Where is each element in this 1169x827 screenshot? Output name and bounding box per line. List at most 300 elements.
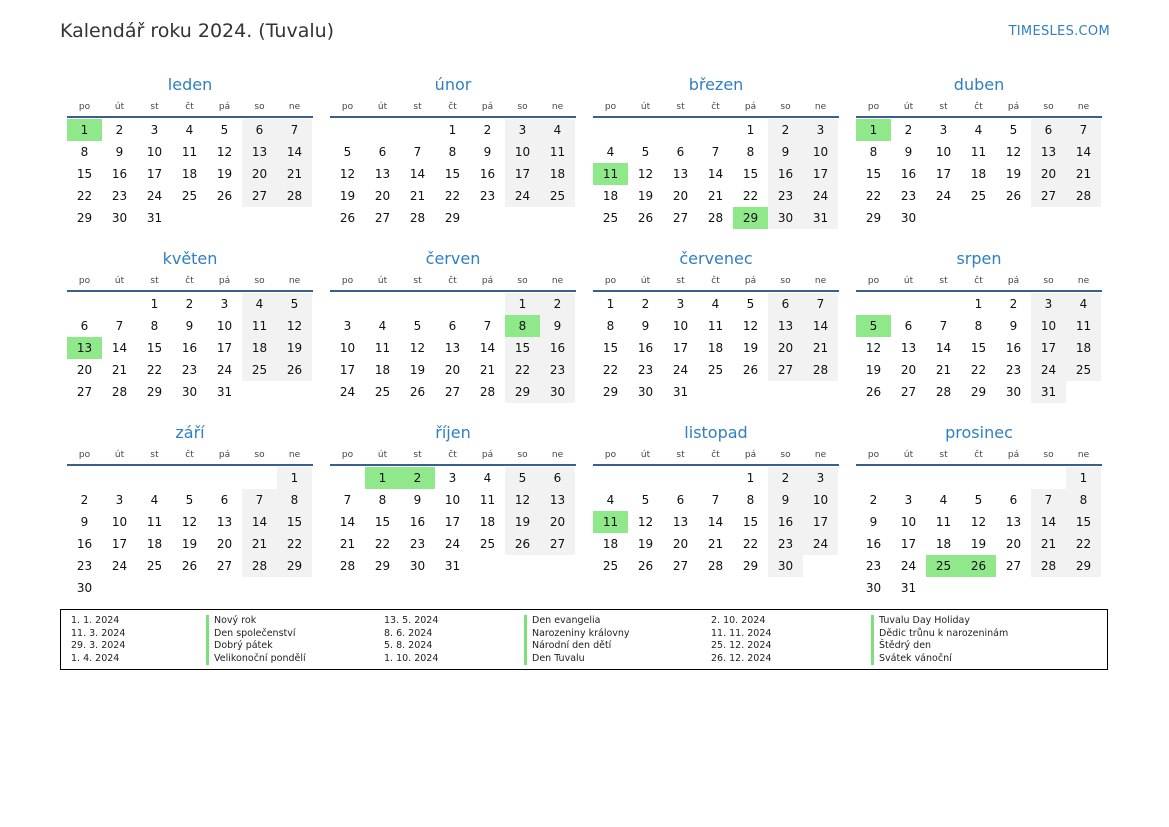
day-cell[interactable]: 29 — [970, 385, 987, 399]
day-cell[interactable]: 28 — [409, 211, 426, 225]
day-cell[interactable]: 26 — [277, 359, 312, 381]
day-cell[interactable]: 17 — [1031, 337, 1066, 359]
day-cell[interactable]: 1 — [277, 467, 312, 489]
day-cell[interactable]: 13 — [242, 141, 277, 163]
day-cell[interactable]: 18 — [242, 337, 277, 359]
day-cell[interactable]: 6 — [1009, 493, 1018, 507]
day-cell[interactable]: 1 — [448, 123, 457, 137]
day-cell[interactable]: 30 — [768, 555, 803, 577]
day-cell[interactable]: 30 — [865, 581, 882, 595]
day-cell[interactable]: 2 — [904, 123, 913, 137]
day-cell[interactable]: 11 — [935, 515, 952, 529]
day-cell[interactable]: 5 — [277, 293, 312, 315]
day-cell[interactable]: 14 — [242, 511, 277, 533]
day-cell[interactable]: 31 — [803, 207, 838, 229]
day-cell[interactable]: 29 — [76, 211, 93, 225]
day-cell[interactable]: 30 — [76, 581, 93, 595]
day-cell[interactable]: 14 — [803, 315, 838, 337]
day-cell[interactable]: 16 — [1005, 341, 1022, 355]
day-cell[interactable]: 19 — [637, 537, 654, 551]
day-cell[interactable]: 27 — [1031, 185, 1066, 207]
day-cell[interactable]: 1 — [974, 297, 983, 311]
day-cell[interactable]: 10 — [1031, 315, 1066, 337]
day-cell[interactable]: 1 — [746, 471, 755, 485]
day-cell[interactable]: 7 — [939, 319, 948, 333]
day-cell[interactable]: 11 — [970, 145, 987, 159]
day-cell[interactable]: 8 — [746, 145, 755, 159]
day-cell[interactable]: 8 — [150, 319, 159, 333]
day-cell[interactable]: 14 — [339, 515, 356, 529]
day-cell[interactable]: 8 — [378, 493, 387, 507]
day-cell[interactable]: 28 — [242, 555, 277, 577]
day-cell[interactable]: 15 — [505, 337, 540, 359]
day-cell[interactable]: 3 — [115, 493, 124, 507]
day-cell[interactable]: 6 — [676, 493, 685, 507]
day-cell[interactable]: 29 — [505, 381, 540, 403]
day-cell[interactable]: 20 — [900, 363, 917, 377]
day-cell[interactable]: 26 — [409, 385, 426, 399]
day-cell[interactable]: 4 — [242, 293, 277, 315]
day-cell[interactable]: 14 — [479, 341, 496, 355]
holiday-day-cell[interactable]: 2 — [400, 467, 435, 489]
day-cell[interactable]: 4 — [378, 319, 387, 333]
day-cell[interactable]: 12 — [339, 167, 356, 181]
day-cell[interactable]: 10 — [900, 515, 917, 529]
day-cell[interactable]: 28 — [479, 385, 496, 399]
day-cell[interactable]: 12 — [277, 315, 312, 337]
day-cell[interactable]: 6 — [540, 467, 575, 489]
day-cell[interactable]: 28 — [707, 211, 724, 225]
day-cell[interactable]: 29 — [1066, 555, 1101, 577]
day-cell[interactable]: 21 — [803, 337, 838, 359]
day-cell[interactable]: 24 — [672, 363, 689, 377]
day-cell[interactable]: 22 — [374, 537, 391, 551]
holiday-day-cell[interactable]: 29 — [733, 207, 768, 229]
day-cell[interactable]: 9 — [641, 319, 650, 333]
holiday-day-cell[interactable]: 1 — [856, 119, 891, 141]
day-cell[interactable]: 21 — [339, 537, 356, 551]
day-cell[interactable]: 13 — [768, 315, 803, 337]
day-cell[interactable]: 7 — [1031, 489, 1066, 511]
day-cell[interactable]: 23 — [865, 559, 882, 573]
brand-link[interactable]: TIMESLES.COM — [1008, 24, 1110, 39]
day-cell[interactable]: 4 — [540, 119, 575, 141]
day-cell[interactable]: 18 — [146, 537, 163, 551]
day-cell[interactable]: 25 — [181, 189, 198, 203]
day-cell[interactable]: 16 — [900, 167, 917, 181]
day-cell[interactable]: 19 — [181, 537, 198, 551]
day-cell[interactable]: 20 — [540, 511, 575, 533]
day-cell[interactable]: 30 — [181, 385, 198, 399]
day-cell[interactable]: 24 — [339, 385, 356, 399]
day-cell[interactable]: 28 — [339, 559, 356, 573]
day-cell[interactable]: 12 — [970, 515, 987, 529]
day-cell[interactable]: 24 — [146, 189, 163, 203]
day-cell[interactable]: 26 — [1005, 189, 1022, 203]
day-cell[interactable]: 5 — [746, 297, 755, 311]
day-cell[interactable]: 15 — [76, 167, 93, 181]
day-cell[interactable]: 12 — [865, 341, 882, 355]
holiday-day-cell[interactable]: 13 — [67, 337, 102, 359]
day-cell[interactable]: 10 — [935, 145, 952, 159]
day-cell[interactable]: 19 — [637, 189, 654, 203]
day-cell[interactable]: 8 — [606, 319, 615, 333]
day-cell[interactable]: 20 — [242, 163, 277, 185]
day-cell[interactable]: 22 — [865, 189, 882, 203]
day-cell[interactable]: 22 — [602, 363, 619, 377]
day-cell[interactable]: 25 — [540, 185, 575, 207]
day-cell[interactable]: 17 — [146, 167, 163, 181]
day-cell[interactable]: 7 — [711, 145, 720, 159]
day-cell[interactable]: 31 — [672, 385, 689, 399]
day-cell[interactable]: 26 — [637, 559, 654, 573]
day-cell[interactable]: 16 — [409, 515, 426, 529]
day-cell[interactable]: 24 — [1031, 359, 1066, 381]
day-cell[interactable]: 14 — [1031, 511, 1066, 533]
day-cell[interactable]: 12 — [742, 319, 759, 333]
day-cell[interactable]: 25 — [1066, 359, 1101, 381]
day-cell[interactable]: 21 — [409, 189, 426, 203]
day-cell[interactable]: 20 — [768, 337, 803, 359]
day-cell[interactable]: 11 — [242, 315, 277, 337]
day-cell[interactable]: 18 — [540, 163, 575, 185]
day-cell[interactable]: 16 — [111, 167, 128, 181]
day-cell[interactable]: 10 — [803, 141, 838, 163]
day-cell[interactable]: 8 — [80, 145, 89, 159]
day-cell[interactable]: 18 — [374, 363, 391, 377]
day-cell[interactable]: 22 — [970, 363, 987, 377]
day-cell[interactable]: 5 — [505, 467, 540, 489]
day-cell[interactable]: 24 — [900, 559, 917, 573]
day-cell[interactable]: 22 — [1066, 533, 1101, 555]
day-cell[interactable]: 3 — [803, 119, 838, 141]
day-cell[interactable]: 7 — [803, 293, 838, 315]
day-cell[interactable]: 19 — [277, 337, 312, 359]
day-cell[interactable]: 28 — [1031, 555, 1066, 577]
day-cell[interactable]: 15 — [865, 167, 882, 181]
day-cell[interactable]: 1 — [1066, 467, 1101, 489]
day-cell[interactable]: 27 — [1005, 559, 1022, 573]
day-cell[interactable]: 3 — [448, 471, 457, 485]
day-cell[interactable]: 12 — [216, 145, 233, 159]
day-cell[interactable]: 17 — [803, 163, 838, 185]
day-cell[interactable]: 5 — [641, 493, 650, 507]
day-cell[interactable]: 7 — [343, 493, 352, 507]
day-cell[interactable]: 3 — [1031, 293, 1066, 315]
day-cell[interactable]: 26 — [505, 533, 540, 555]
day-cell[interactable]: 9 — [115, 145, 124, 159]
day-cell[interactable]: 16 — [540, 337, 575, 359]
day-cell[interactable]: 30 — [768, 207, 803, 229]
day-cell[interactable]: 18 — [181, 167, 198, 181]
day-cell[interactable]: 30 — [409, 559, 426, 573]
day-cell[interactable]: 2 — [869, 493, 878, 507]
day-cell[interactable]: 8 — [974, 319, 983, 333]
day-cell[interactable]: 13 — [1031, 141, 1066, 163]
day-cell[interactable]: 4 — [185, 123, 194, 137]
day-cell[interactable]: 2 — [185, 297, 194, 311]
day-cell[interactable]: 20 — [444, 363, 461, 377]
day-cell[interactable]: 15 — [742, 515, 759, 529]
day-cell[interactable]: 20 — [374, 189, 391, 203]
day-cell[interactable]: 11 — [707, 319, 724, 333]
holiday-day-cell[interactable]: 25 — [926, 555, 961, 577]
day-cell[interactable]: 29 — [742, 559, 759, 573]
day-cell[interactable]: 13 — [216, 515, 233, 529]
day-cell[interactable]: 28 — [803, 359, 838, 381]
day-cell[interactable]: 4 — [974, 123, 983, 137]
day-cell[interactable]: 7 — [483, 319, 492, 333]
day-cell[interactable]: 8 — [869, 145, 878, 159]
day-cell[interactable]: 28 — [111, 385, 128, 399]
day-cell[interactable]: 19 — [742, 341, 759, 355]
day-cell[interactable]: 31 — [146, 211, 163, 225]
day-cell[interactable]: 2 — [80, 493, 89, 507]
day-cell[interactable]: 12 — [181, 515, 198, 529]
day-cell[interactable]: 30 — [1005, 385, 1022, 399]
day-cell[interactable]: 27 — [768, 359, 803, 381]
day-cell[interactable]: 13 — [540, 489, 575, 511]
day-cell[interactable]: 19 — [409, 363, 426, 377]
day-cell[interactable]: 15 — [277, 511, 312, 533]
day-cell[interactable]: 30 — [111, 211, 128, 225]
holiday-day-cell[interactable]: 5 — [856, 315, 891, 337]
day-cell[interactable]: 6 — [220, 493, 229, 507]
day-cell[interactable]: 6 — [676, 145, 685, 159]
day-cell[interactable]: 17 — [900, 537, 917, 551]
day-cell[interactable]: 5 — [974, 493, 983, 507]
day-cell[interactable]: 25 — [707, 363, 724, 377]
day-cell[interactable]: 23 — [768, 185, 803, 207]
day-cell[interactable]: 29 — [146, 385, 163, 399]
day-cell[interactable]: 10 — [672, 319, 689, 333]
day-cell[interactable]: 4 — [606, 493, 615, 507]
day-cell[interactable]: 2 — [768, 467, 803, 489]
day-cell[interactable]: 9 — [185, 319, 194, 333]
day-cell[interactable]: 4 — [606, 145, 615, 159]
day-cell[interactable]: 29 — [277, 555, 312, 577]
day-cell[interactable]: 9 — [1009, 319, 1018, 333]
day-cell[interactable]: 21 — [111, 363, 128, 377]
day-cell[interactable]: 18 — [602, 537, 619, 551]
day-cell[interactable]: 23 — [181, 363, 198, 377]
day-cell[interactable]: 20 — [216, 537, 233, 551]
day-cell[interactable]: 14 — [1066, 141, 1101, 163]
day-cell[interactable]: 25 — [146, 559, 163, 573]
day-cell[interactable]: 17 — [672, 341, 689, 355]
day-cell[interactable]: 26 — [216, 189, 233, 203]
day-cell[interactable]: 5 — [413, 319, 422, 333]
day-cell[interactable]: 13 — [672, 167, 689, 181]
day-cell[interactable]: 24 — [216, 363, 233, 377]
day-cell[interactable]: 5 — [185, 493, 194, 507]
day-cell[interactable]: 27 — [216, 559, 233, 573]
day-cell[interactable]: 6 — [80, 319, 89, 333]
day-cell[interactable]: 30 — [540, 381, 575, 403]
day-cell[interactable]: 26 — [339, 211, 356, 225]
day-cell[interactable]: 17 — [935, 167, 952, 181]
day-cell[interactable]: 25 — [479, 537, 496, 551]
day-cell[interactable]: 3 — [676, 297, 685, 311]
day-cell[interactable]: 7 — [115, 319, 124, 333]
day-cell[interactable]: 18 — [602, 189, 619, 203]
day-cell[interactable]: 12 — [637, 167, 654, 181]
day-cell[interactable]: 8 — [1066, 489, 1101, 511]
day-cell[interactable]: 22 — [76, 189, 93, 203]
day-cell[interactable]: 3 — [939, 123, 948, 137]
day-cell[interactable]: 1 — [505, 293, 540, 315]
day-cell[interactable]: 23 — [768, 533, 803, 555]
holiday-day-cell[interactable]: 8 — [505, 315, 540, 337]
day-cell[interactable]: 9 — [904, 145, 913, 159]
day-cell[interactable]: 31 — [216, 385, 233, 399]
day-cell[interactable]: 14 — [707, 515, 724, 529]
day-cell[interactable]: 7 — [1066, 119, 1101, 141]
day-cell[interactable]: 16 — [76, 537, 93, 551]
day-cell[interactable]: 17 — [803, 511, 838, 533]
day-cell[interactable]: 13 — [672, 515, 689, 529]
day-cell[interactable]: 19 — [865, 363, 882, 377]
day-cell[interactable]: 15 — [146, 341, 163, 355]
day-cell[interactable]: 13 — [1005, 515, 1022, 529]
day-cell[interactable]: 5 — [343, 145, 352, 159]
day-cell[interactable]: 19 — [1005, 167, 1022, 181]
day-cell[interactable]: 4 — [150, 493, 159, 507]
day-cell[interactable]: 19 — [505, 511, 540, 533]
day-cell[interactable]: 22 — [146, 363, 163, 377]
day-cell[interactable]: 27 — [672, 211, 689, 225]
day-cell[interactable]: 20 — [1031, 163, 1066, 185]
day-cell[interactable]: 6 — [768, 293, 803, 315]
day-cell[interactable]: 15 — [602, 341, 619, 355]
day-cell[interactable]: 12 — [1005, 145, 1022, 159]
day-cell[interactable]: 9 — [768, 141, 803, 163]
day-cell[interactable]: 14 — [935, 341, 952, 355]
day-cell[interactable]: 20 — [672, 537, 689, 551]
day-cell[interactable]: 13 — [900, 341, 917, 355]
day-cell[interactable]: 25 — [242, 359, 277, 381]
day-cell[interactable]: 22 — [505, 359, 540, 381]
day-cell[interactable]: 7 — [277, 119, 312, 141]
day-cell[interactable]: 16 — [768, 511, 803, 533]
day-cell[interactable]: 18 — [707, 341, 724, 355]
day-cell[interactable]: 24 — [803, 185, 838, 207]
day-cell[interactable]: 23 — [76, 559, 93, 573]
day-cell[interactable]: 24 — [505, 185, 540, 207]
day-cell[interactable]: 4 — [1066, 293, 1101, 315]
day-cell[interactable]: 9 — [540, 315, 575, 337]
day-cell[interactable]: 18 — [935, 537, 952, 551]
day-cell[interactable]: 15 — [444, 167, 461, 181]
holiday-day-cell[interactable]: 11 — [593, 511, 628, 533]
day-cell[interactable]: 28 — [1066, 185, 1101, 207]
day-cell[interactable]: 23 — [900, 189, 917, 203]
day-cell[interactable]: 11 — [181, 145, 198, 159]
day-cell[interactable]: 6 — [242, 119, 277, 141]
day-cell[interactable]: 28 — [935, 385, 952, 399]
day-cell[interactable]: 20 — [76, 363, 93, 377]
day-cell[interactable]: 21 — [277, 163, 312, 185]
day-cell[interactable]: 27 — [672, 559, 689, 573]
day-cell[interactable]: 22 — [742, 537, 759, 551]
day-cell[interactable]: 11 — [1066, 315, 1101, 337]
day-cell[interactable]: 10 — [216, 319, 233, 333]
day-cell[interactable]: 3 — [220, 297, 229, 311]
day-cell[interactable]: 10 — [803, 489, 838, 511]
day-cell[interactable]: 27 — [76, 385, 93, 399]
day-cell[interactable]: 1 — [606, 297, 615, 311]
holiday-day-cell[interactable]: 26 — [961, 555, 996, 577]
day-cell[interactable]: 26 — [865, 385, 882, 399]
day-cell[interactable]: 6 — [448, 319, 457, 333]
day-cell[interactable]: 8 — [448, 145, 457, 159]
day-cell[interactable]: 7 — [242, 489, 277, 511]
day-cell[interactable]: 10 — [111, 515, 128, 529]
day-cell[interactable]: 13 — [444, 341, 461, 355]
day-cell[interactable]: 30 — [637, 385, 654, 399]
day-cell[interactable]: 23 — [479, 189, 496, 203]
day-cell[interactable]: 19 — [339, 189, 356, 203]
day-cell[interactable]: 15 — [374, 515, 391, 529]
holiday-day-cell[interactable]: 11 — [593, 163, 628, 185]
day-cell[interactable]: 21 — [242, 533, 277, 555]
day-cell[interactable]: 1 — [746, 123, 755, 137]
day-cell[interactable]: 17 — [216, 341, 233, 355]
day-cell[interactable]: 16 — [181, 341, 198, 355]
day-cell[interactable]: 16 — [865, 537, 882, 551]
day-cell[interactable]: 23 — [409, 537, 426, 551]
day-cell[interactable]: 28 — [277, 185, 312, 207]
day-cell[interactable]: 27 — [242, 185, 277, 207]
day-cell[interactable]: 8 — [746, 493, 755, 507]
day-cell[interactable]: 21 — [479, 363, 496, 377]
day-cell[interactable]: 11 — [540, 141, 575, 163]
day-cell[interactable]: 16 — [637, 341, 654, 355]
day-cell[interactable]: 3 — [343, 319, 352, 333]
day-cell[interactable]: 17 — [111, 537, 128, 551]
day-cell[interactable]: 22 — [742, 189, 759, 203]
day-cell[interactable]: 28 — [707, 559, 724, 573]
day-cell[interactable]: 8 — [277, 489, 312, 511]
day-cell[interactable]: 11 — [374, 341, 391, 355]
day-cell[interactable]: 10 — [339, 341, 356, 355]
day-cell[interactable]: 14 — [409, 167, 426, 181]
day-cell[interactable]: 22 — [277, 533, 312, 555]
day-cell[interactable]: 3 — [904, 493, 913, 507]
day-cell[interactable]: 24 — [803, 533, 838, 555]
day-cell[interactable]: 6 — [1031, 119, 1066, 141]
day-cell[interactable]: 21 — [1066, 163, 1101, 185]
day-cell[interactable]: 29 — [374, 559, 391, 573]
day-cell[interactable]: 27 — [444, 385, 461, 399]
day-cell[interactable]: 17 — [505, 163, 540, 185]
day-cell[interactable]: 25 — [602, 559, 619, 573]
day-cell[interactable]: 3 — [505, 119, 540, 141]
day-cell[interactable]: 26 — [181, 559, 198, 573]
day-cell[interactable]: 29 — [602, 385, 619, 399]
day-cell[interactable]: 25 — [602, 211, 619, 225]
day-cell[interactable]: 23 — [637, 363, 654, 377]
day-cell[interactable]: 27 — [900, 385, 917, 399]
day-cell[interactable]: 26 — [637, 211, 654, 225]
day-cell[interactable]: 4 — [939, 493, 948, 507]
day-cell[interactable]: 14 — [277, 141, 312, 163]
day-cell[interactable]: 17 — [444, 515, 461, 529]
day-cell[interactable]: 12 — [637, 515, 654, 529]
day-cell[interactable]: 24 — [444, 537, 461, 551]
day-cell[interactable]: 9 — [80, 515, 89, 529]
day-cell[interactable]: 23 — [540, 359, 575, 381]
